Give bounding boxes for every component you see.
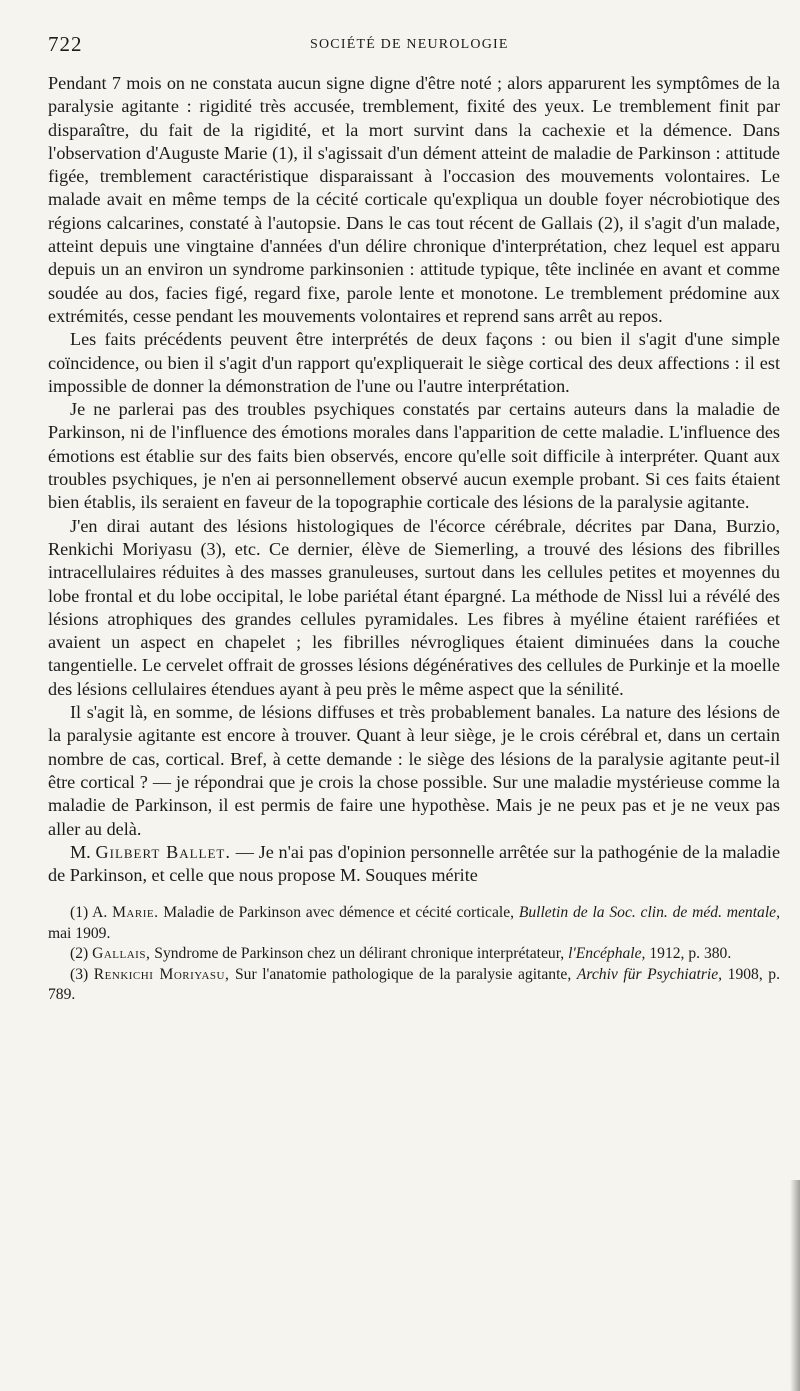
- footnote-ref: mai 1909.: [48, 924, 111, 942]
- footnote: [48, 903, 780, 944]
- page-edge-shadow: [790, 1180, 800, 1391]
- footnote-title: Sur l'anatomie pathologique de la paralysie agitante,: [234, 965, 572, 983]
- footnote-author: Marie.: [112, 904, 159, 922]
- main-text: [48, 72, 780, 887]
- speech-text: — Je n'ai pas d'opinion personnelle arrêtée sur la pathogénie de la maladie de Parkinson, et celle que nous propose M. Souques mérite: [48, 841, 781, 886]
- paragraph: Pendant 7 mois on ne constata aucun signe digne d'être noté ; alors apparurent les symptômes de la paralysie agitante : rigidité très accusée, tremblement, fixité des yeux. Le tremblement finit par disparaître, du fait de la rigidité, et la mort survint dans la cachexie et la démence. Dans l'observation d'Auguste Marie (1), il s'agissait d'un dément atteint de maladie de Parkinson : attitude figée, tremblement caractéristique disparaissant à l'occasion des mouvements volontaires. Le malade avait en même temps de la cécité corticale qu'expliqua un double foyer nécrobiotique des régions calcarines, constaté à l'autopsie. Dans le cas tout récent de Gallais (2), il s'agit d'un malade, atteint depuis une vingtaine d'années d'un délire chronique d'interprétation, chez lequel est apparu depuis un an environ un syndrome parkinsonien : attitude typique, tête inclinée en avant et comme soudée au dos, facies figé, regard fixe, parole lente et monotone. Le tremblement prédomine aux extrémités, cesse pendant les mouvements volontaires et reprend sans arrêt au repos.: [48, 73, 780, 326]
- footnote-marker: (2): [70, 945, 89, 963]
- page-number: 722: [48, 32, 83, 56]
- footnote-initial: A.: [92, 904, 108, 922]
- speech-paragraph: [48, 841, 780, 888]
- paragraph: J'en dirai autant des lésions histologiques de l'écorce cérébrale, décrites par Dana, Burzio, Renkichi Moriyasu (3), etc. Ce dernier, élève de Siemerling, a trouvé des lésions des fibrilles intracellulaires réduites à des masses granuleuses, surtout dans les cellules petites et moyennes du lobe frontal et du lobe occipital, le lobe pariétal étant épargné. La méthode de Nissl lui a révélé des lésions atrophiques des grandes cellules pyramidales. Les fibres à myéline étaient raréfiées et avaient un aspect en chapelet ; les fibrilles névrogliques étaient diminuées dans la couche tangentielle. Le cervelet offrait de grosses lésions dégénératives des cellules de Purkinje et la moelle des lésions cellulaires étendues ayant à peu près le même aspect que la sénilité.: [48, 515, 780, 699]
- footnote-author: Gallais,: [92, 945, 151, 963]
- footnote-ref: 1912, p. 380.: [649, 945, 732, 963]
- paragraph: Les faits précédents peuvent être interprétés de deux façons : ou bien il s'agit d'une simple coïncidence, ou bien il s'agit d'un rapport qu'expliquerait le siège cortical des deux affections : il est impossible de donner la démonstration de l'une ou l'autre interprétation.: [48, 329, 780, 396]
- footnote-marker: (1): [70, 904, 89, 922]
- footnote: [48, 944, 780, 965]
- footnote-title: Syndrome de Parkinson chez un délirant chronique interprétateur,: [154, 945, 565, 963]
- paragraph: Je ne parlerai pas des troubles psychiques constatés par certains auteurs dans la maladie de Parkinson, ni de l'influence des émotions morales dans l'apparition de cette maladie. L'influence des émotions est établie sur des faits bien observés, encore qu'elle soit difficile à interpréter. Quant aux troubles psychiques, je n'en ai personnellement observé aucun exemple probant. Si ces faits étaient bien établis, ils seraient en faveur de la topographie corticale des lésions de la paralysie agitante.: [48, 399, 780, 513]
- footnote-journal: l'Encéphale,: [568, 945, 646, 963]
- footnote-journal: Archiv für Psychiatrie,: [576, 965, 723, 983]
- speaker-prefix: M.: [70, 841, 91, 862]
- page-header: [48, 30, 780, 60]
- footnote-title: Maladie de Parkinson avec démence et cécité corticale,: [163, 904, 515, 922]
- paragraph: Il s'agit là, en somme, de lésions diffuses et très probablement banales. La nature des lésions de la paralysie agitante est encore à trouver. Quant à leur siège, je le crois cérébral et, dans un certain nombre de cas, cortical. Bref, à cette demande : le siège des lésions de la paralysie agitante peut-il être cortical ? — je répondrai que je crois la chose possible. Sur une maladie mystérieuse comme la maladie de Parkinson, il est permis de faire une hypothèse. Mais je ne peux pas et je ne veux pas aller au delà.: [48, 702, 780, 839]
- footnote-marker: (3): [70, 965, 89, 983]
- speaker-name: Gilbert Ballet.: [95, 841, 231, 862]
- footnote: [48, 965, 780, 1006]
- footnotes: [48, 903, 780, 1006]
- footnote-journal: Bulletin de la Soc. clin. de méd. mentale,: [518, 904, 780, 922]
- running-title: SOCIÉTÉ DE NEUROLOGIE: [310, 37, 509, 52]
- footnote-author: Renkichi Moriyasu,: [93, 965, 230, 983]
- footnote-ref: 1908, p. 789.: [48, 965, 781, 1004]
